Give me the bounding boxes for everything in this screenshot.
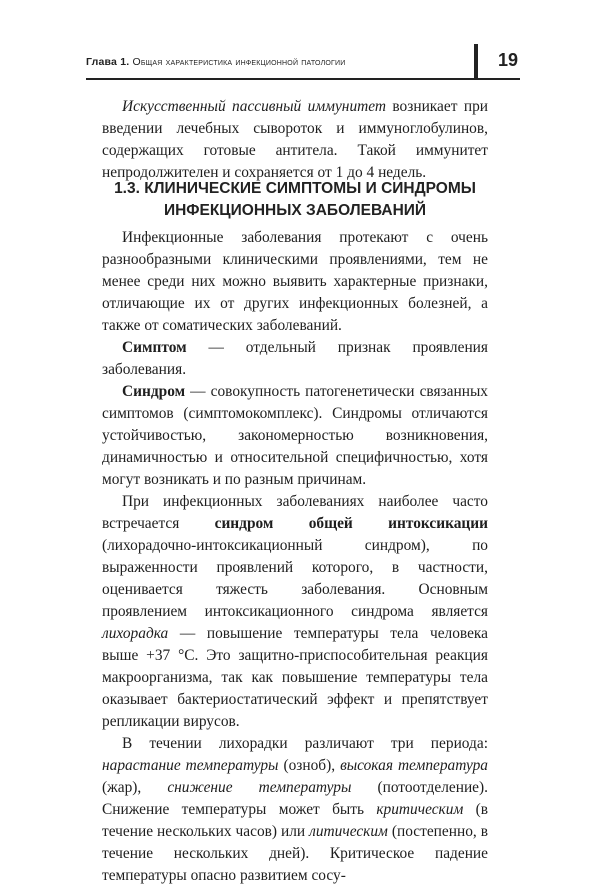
p5-text-c: (жар), [102, 779, 168, 796]
p5-text-a: В течении лихорадки различают три периода: [122, 735, 488, 752]
critical-term: критическим [376, 801, 464, 818]
lytic-term: литическим [309, 823, 388, 840]
section-title-line2: ИНФЕКЦИОННЫХ ЗАБОЛЕВАНИЙ [163, 202, 427, 219]
intro-text: возникает при введении лечебных сывороток и иммуноглобулинов, содержащих готовые антитела. Такой иммунитет непродолжителен и сохраняется от 1 до 4 недель. [102, 98, 489, 181]
chapter-title [86, 56, 345, 68]
syndrome-definition: — совокупность патогенетически связанных симптомов (симптомокомплекс). Синдромы отличаются устойчивостью, закономерностью возникновения, динамичностью и относительной специфичностью, хотя могут возникать и по разным причинам. [102, 383, 488, 488]
symptom-definition: — отдельный признак проявления заболевания. [102, 339, 488, 378]
page-number: 19 [497, 50, 518, 70]
paragraph-4 [102, 491, 488, 733]
intro-term: Искусственный пассивный иммунитет [122, 98, 386, 115]
high-temp-term: высокая температура [340, 757, 488, 774]
rising-temp-term: нарастание температуры [102, 757, 279, 774]
p4-text-a: При инфекционных заболеваниях наиболее часто встречается [102, 493, 488, 532]
intoxication-syndrome-term: синдром общей интоксикации [214, 515, 489, 532]
symptom-term: Симптом [122, 339, 187, 356]
intro-paragraph [102, 96, 488, 184]
p5-text-f: (постепенно, в течение нескольких дней). Критическое падение температуры опасно развитием сосу- [102, 823, 488, 884]
chapter-label: Глава 1. [86, 56, 130, 68]
syndrome-term: Синдром [122, 383, 186, 400]
p5-text-e: (в течение нескольких часов) или [102, 801, 488, 840]
paragraph-5 [102, 733, 488, 887]
paragraph-1: Инфекционные заболевания протекают с очень разнообразными клиническими проявлениями, тем не менее среди них можно выявить характерные признаки, отличающие их от других инфекционных болезней, а также от соматических заболеваний. [102, 229, 488, 334]
p5-text-d: (потоотделение). Снижение температуры может быть [102, 779, 488, 818]
section-heading [102, 178, 488, 222]
section-title-line1: 1.3. КЛИНИЧЕСКИЕ СИМПТОМЫ И СИНДРОМЫ [114, 180, 476, 197]
p4-text-c: — повышение температуры тела человека выше +37 °С. Это защитно-приспособительная реакция макроорганизма, так как повышение температуры тела оказывает бактериостатический эффект и препятствует репликации вирусов. [102, 625, 488, 730]
p5-text-b: (озноб), [278, 757, 341, 774]
paragraph-3 [102, 381, 488, 491]
header-divider-bar [474, 44, 478, 78]
falling-temp-term: снижение температуры [167, 779, 352, 796]
fever-term: лихорадка [102, 625, 169, 642]
chapter-name: Общая характеристика инфекционной патологии [132, 56, 346, 68]
p4-text-b: (лихорадочно-интоксикационный синдром), по выраженности проявлений которого, в частности, оценивается тяжесть заболевания. Основным проявлением интоксикационного синдрома является [102, 537, 488, 620]
section-body [102, 227, 488, 887]
paragraph-2 [102, 337, 488, 381]
running-header [86, 52, 520, 80]
